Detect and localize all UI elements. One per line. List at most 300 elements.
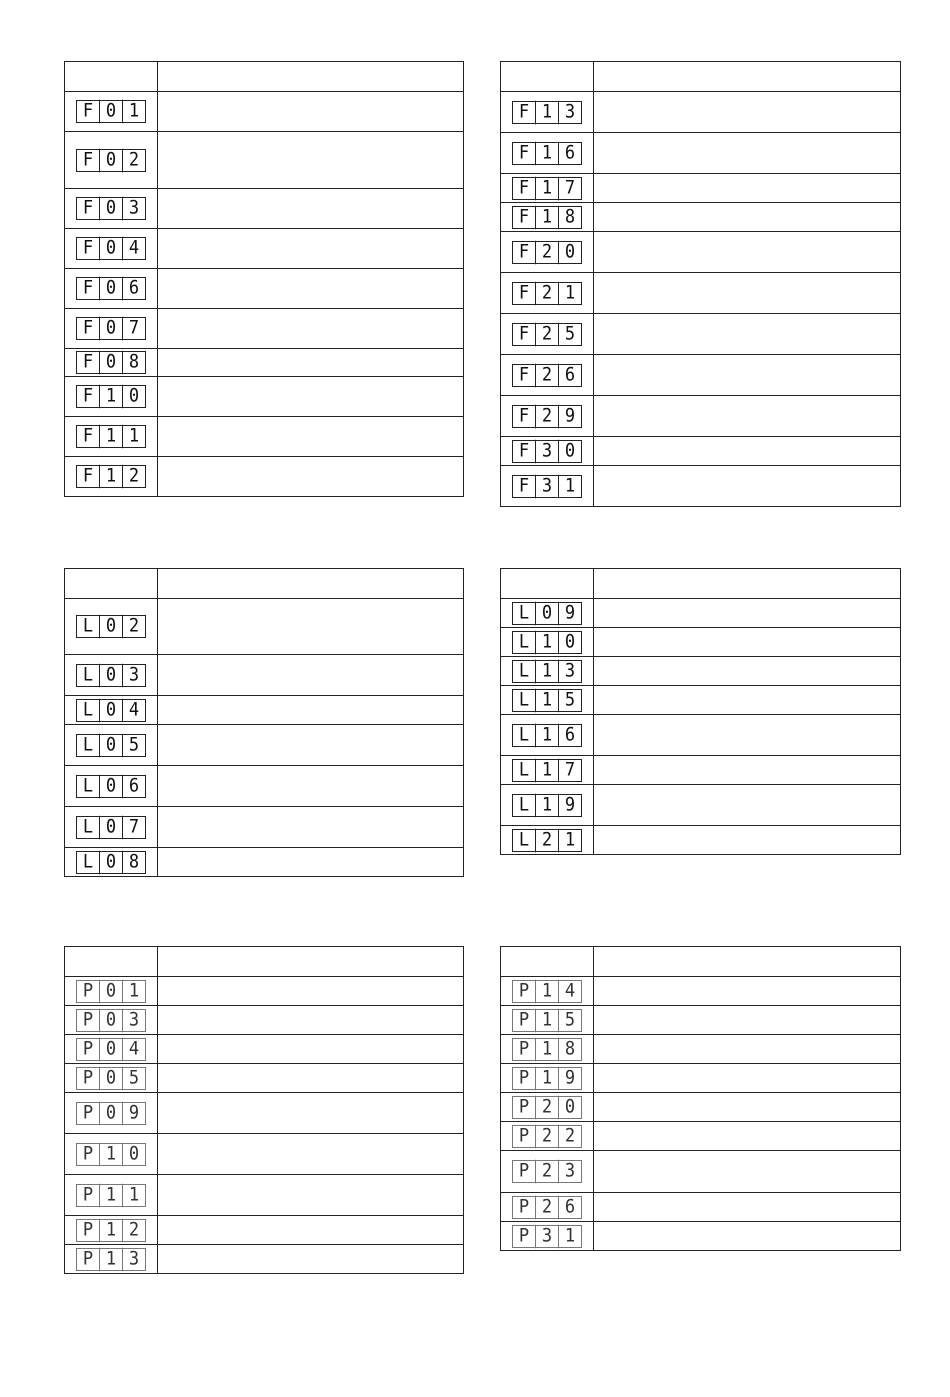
display-digit: 9: [122, 1101, 145, 1125]
display-digit: 1: [535, 659, 558, 683]
display-digit: F: [518, 141, 530, 164]
display-digit: P: [518, 979, 530, 1002]
lockout-code-table-right: [500, 568, 901, 855]
table-row: [501, 92, 901, 133]
display-digit: P: [518, 1095, 530, 1118]
display-digit: P: [518, 1066, 530, 1089]
display-digit: 1: [535, 1037, 558, 1061]
display-digit: 1: [535, 723, 558, 747]
table-row: [65, 457, 464, 497]
display-digit: F: [518, 439, 530, 462]
display-digit: P: [518, 1224, 530, 1247]
seven-segment-display: [76, 237, 146, 260]
display-digit: 7: [558, 176, 581, 200]
display-digit: F: [82, 350, 94, 374]
display-digit: L: [518, 601, 530, 624]
seven-segment-display: [512, 660, 582, 683]
table-row: [501, 1122, 901, 1151]
header-description: [158, 569, 464, 599]
display-digit: 1: [99, 465, 122, 489]
seven-segment-display: [512, 1225, 582, 1248]
row-description: [594, 314, 901, 355]
display-digit: 6: [558, 723, 581, 747]
table-row: [501, 437, 901, 466]
display-digit: 3: [558, 100, 581, 124]
display-digit: 1: [535, 1066, 558, 1090]
table-header-row: [65, 569, 464, 599]
row-description: [594, 174, 901, 203]
seven-segment-display: [512, 1160, 582, 1183]
row-description: [594, 437, 901, 466]
display-digit: 6: [122, 277, 145, 301]
display-digit: 0: [99, 197, 122, 221]
display-digit: 1: [535, 205, 558, 229]
seven-segment-display: [76, 1038, 146, 1061]
display-digit: 0: [535, 601, 558, 625]
display-digit: F: [82, 236, 94, 260]
display-digit: 5: [122, 1066, 145, 1090]
row-description: [158, 766, 464, 807]
display-digit: 1: [535, 758, 558, 782]
row-description: [158, 92, 464, 132]
display-digit: F: [82, 464, 94, 488]
row-description: [158, 655, 464, 696]
display-digit: 1: [535, 688, 558, 712]
table-row: [65, 132, 464, 189]
display-digit: 2: [558, 1124, 581, 1148]
display-digit: 0: [99, 148, 122, 172]
table-row: [501, 232, 901, 273]
display-digit: 2: [535, 240, 558, 264]
table-row: [501, 396, 901, 437]
row-description: [158, 1006, 464, 1035]
row-description: [594, 686, 901, 715]
display-digit: 3: [535, 1224, 558, 1248]
row-description: [594, 1222, 901, 1251]
display-digit: F: [518, 100, 530, 123]
table-row: [501, 355, 901, 396]
display-digit: 1: [558, 474, 581, 498]
header-code: [65, 569, 158, 599]
display-digit: P: [82, 1101, 94, 1124]
protection-code-table-right: [500, 946, 901, 1251]
seven-segment-display: [76, 1184, 146, 1207]
seven-segment-display: [512, 101, 582, 124]
display-digit: 1: [558, 828, 581, 852]
row-description: [158, 977, 464, 1006]
display-digit: 1: [99, 1142, 122, 1166]
seven-segment-display: [76, 465, 146, 488]
seven-segment-display: [76, 277, 146, 300]
table-row: [501, 273, 901, 314]
table-row: [65, 977, 464, 1006]
display-digit: 2: [122, 615, 145, 639]
seven-segment-display: [76, 980, 146, 1003]
display-digit: 5: [122, 733, 145, 757]
header-description: [594, 569, 901, 599]
header-description: [158, 947, 464, 977]
display-digit: 7: [122, 317, 145, 341]
row-description: [158, 1064, 464, 1093]
display-digit: L: [82, 850, 94, 873]
display-digit: 8: [558, 1037, 581, 1061]
row-description: [594, 977, 901, 1006]
display-digit: 1: [122, 1183, 145, 1207]
seven-segment-display: [512, 1196, 582, 1219]
display-digit: 4: [122, 237, 145, 261]
table-row: [65, 725, 464, 766]
display-digit: 1: [99, 385, 122, 409]
display-digit: F: [518, 281, 530, 304]
display-digit: P: [82, 1037, 94, 1060]
table-row: [501, 657, 901, 686]
display-digit: P: [518, 1159, 530, 1183]
fault-code-table-right: [500, 61, 901, 507]
row-description: [158, 1216, 464, 1245]
table-row: [65, 655, 464, 696]
display-digit: P: [82, 1066, 94, 1089]
row-description: [594, 396, 901, 437]
seven-segment-display: [76, 149, 146, 172]
row-description: [594, 355, 901, 396]
row-description: [158, 1245, 464, 1274]
table-row: [501, 1093, 901, 1122]
table-row: [501, 756, 901, 785]
table-header-row: [65, 62, 464, 92]
row-description: [594, 1193, 901, 1222]
table-row: [65, 766, 464, 807]
display-digit: P: [518, 1124, 530, 1147]
table-row: [65, 1093, 464, 1134]
table-header-row: [501, 569, 901, 599]
display-digit: 1: [99, 425, 122, 449]
display-digit: F: [518, 363, 530, 386]
display-digit: F: [518, 404, 530, 427]
display-digit: F: [518, 322, 530, 345]
seven-segment-display: [76, 851, 146, 874]
table-row: [65, 599, 464, 655]
seven-segment-display: [76, 351, 146, 374]
display-digit: F: [82, 276, 94, 300]
row-description: [158, 269, 464, 309]
seven-segment-display: [76, 1009, 146, 1032]
table-row: [501, 1151, 901, 1193]
table-row: [65, 269, 464, 309]
row-description: [594, 756, 901, 785]
display-digit: 9: [558, 793, 581, 817]
seven-segment-display: [512, 177, 582, 200]
display-digit: 2: [535, 1124, 558, 1148]
display-digit: 8: [122, 850, 145, 874]
seven-segment-display: [76, 615, 146, 638]
row-description: [158, 696, 464, 725]
display-digit: 4: [122, 1037, 145, 1061]
table-row: [65, 1245, 464, 1274]
seven-segment-display: [512, 980, 582, 1003]
display-digit: P: [82, 1008, 94, 1031]
header-code: [501, 62, 594, 92]
row-description: [158, 1093, 464, 1134]
table-row: [501, 466, 901, 507]
seven-segment-display: [76, 100, 146, 123]
row-description: [594, 1093, 901, 1122]
seven-segment-display: [76, 816, 146, 839]
row-description: [594, 1151, 901, 1193]
table-row: [501, 785, 901, 826]
row-description: [594, 203, 901, 232]
display-digit: 2: [535, 322, 558, 346]
seven-segment-display: [512, 1067, 582, 1090]
table-row: [501, 599, 901, 628]
seven-segment-display: [76, 425, 146, 448]
display-digit: 3: [535, 439, 558, 463]
seven-segment-display: [512, 631, 582, 654]
display-digit: 5: [558, 322, 581, 346]
row-description: [158, 1134, 464, 1175]
display-digit: L: [518, 659, 530, 682]
seven-segment-display: [76, 664, 146, 687]
table-row: [65, 848, 464, 877]
seven-segment-display: [76, 317, 146, 340]
table-row: [501, 1222, 901, 1251]
seven-segment-display: [512, 1096, 582, 1119]
seven-segment-display: [512, 724, 582, 747]
display-digit: 0: [99, 815, 122, 839]
table-header-row: [65, 947, 464, 977]
seven-segment-display: [512, 1125, 582, 1148]
seven-segment-display: [512, 759, 582, 782]
table-header-row: [501, 947, 901, 977]
display-digit: 7: [558, 758, 581, 782]
seven-segment-display: [512, 405, 582, 428]
display-digit: 4: [558, 979, 581, 1003]
display-digit: 0: [558, 1095, 581, 1119]
table-row: [65, 189, 464, 229]
row-description: [594, 133, 901, 174]
display-digit: 7: [122, 815, 145, 839]
display-digit: 0: [99, 277, 122, 301]
table-row: [65, 1035, 464, 1064]
seven-segment-display: [76, 1248, 146, 1271]
display-digit: P: [82, 1183, 94, 1206]
table-row: [65, 377, 464, 417]
seven-segment-display: [512, 794, 582, 817]
display-digit: 1: [99, 1247, 122, 1271]
seven-segment-display: [76, 1143, 146, 1166]
header-code: [65, 62, 158, 92]
protection-code-table-left: [64, 946, 464, 1274]
display-digit: L: [82, 733, 94, 756]
display-digit: F: [82, 148, 94, 171]
table-row: [501, 1035, 901, 1064]
table-header-row: [501, 62, 901, 92]
seven-segment-display: [512, 829, 582, 852]
table-row: [501, 314, 901, 355]
seven-segment-display: [512, 323, 582, 346]
display-digit: 0: [558, 240, 581, 264]
table-row: [501, 715, 901, 756]
display-digit: F: [82, 316, 94, 340]
display-digit: 1: [99, 1218, 122, 1242]
seven-segment-display: [76, 775, 146, 798]
display-digit: 1: [535, 793, 558, 817]
display-digit: 1: [122, 100, 145, 124]
row-description: [158, 349, 464, 377]
seven-segment-display: [512, 689, 582, 712]
display-digit: 3: [122, 663, 145, 687]
display-digit: 0: [99, 850, 122, 874]
table-row: [65, 309, 464, 349]
table-row: [501, 174, 901, 203]
table-row: [501, 1064, 901, 1093]
display-digit: F: [82, 384, 94, 408]
row-description: [158, 189, 464, 229]
display-digit: P: [518, 1008, 530, 1031]
row-description: [594, 1006, 901, 1035]
display-digit: 9: [558, 1066, 581, 1090]
row-description: [594, 628, 901, 657]
display-digit: L: [518, 723, 530, 746]
display-digit: 0: [122, 385, 145, 409]
display-digit: 6: [558, 363, 581, 387]
row-description: [594, 785, 901, 826]
display-digit: 2: [535, 404, 558, 428]
display-digit: 3: [122, 1008, 145, 1032]
display-digit: 8: [558, 205, 581, 229]
table-row: [65, 349, 464, 377]
seven-segment-display: [512, 1009, 582, 1032]
display-digit: L: [82, 774, 94, 797]
display-digit: 8: [122, 351, 145, 375]
display-digit: 3: [122, 197, 145, 221]
display-digit: 2: [535, 1195, 558, 1219]
header-code: [65, 947, 158, 977]
display-digit: F: [82, 196, 94, 220]
display-digit: 1: [558, 281, 581, 305]
display-digit: 0: [99, 774, 122, 798]
display-digit: L: [518, 630, 530, 653]
row-description: [158, 417, 464, 457]
display-digit: 1: [99, 1183, 122, 1207]
display-digit: 0: [99, 733, 122, 757]
display-digit: 0: [99, 351, 122, 375]
row-description: [594, 232, 901, 273]
header-description: [594, 947, 901, 977]
display-digit: F: [518, 176, 530, 199]
row-description: [594, 599, 901, 628]
seven-segment-display: [512, 241, 582, 264]
display-digit: 2: [122, 148, 145, 172]
header-code: [501, 947, 594, 977]
display-digit: 1: [535, 1008, 558, 1032]
row-description: [594, 92, 901, 133]
row-description: [158, 377, 464, 417]
display-digit: 0: [99, 615, 122, 639]
display-digit: 0: [99, 663, 122, 687]
table-row: [65, 229, 464, 269]
display-digit: 2: [535, 828, 558, 852]
display-digit: L: [518, 688, 530, 711]
display-digit: 6: [558, 141, 581, 165]
row-description: [594, 1064, 901, 1093]
display-digit: 5: [558, 1008, 581, 1032]
display-digit: L: [82, 614, 94, 638]
seven-segment-display: [76, 1102, 146, 1125]
row-description: [594, 715, 901, 756]
display-digit: P: [82, 1142, 94, 1165]
display-digit: L: [518, 758, 530, 781]
table-row: [501, 1006, 901, 1035]
row-description: [158, 1175, 464, 1216]
seven-segment-display: [76, 699, 146, 722]
display-digit: P: [82, 1247, 94, 1270]
row-description: [158, 1035, 464, 1064]
display-digit: F: [82, 99, 94, 123]
row-description: [594, 1035, 901, 1064]
display-digit: 2: [535, 1095, 558, 1119]
header-description: [158, 62, 464, 92]
row-description: [158, 807, 464, 848]
display-digit: 2: [535, 1160, 558, 1184]
row-description: [158, 848, 464, 877]
display-digit: 5: [558, 688, 581, 712]
header-description: [594, 62, 901, 92]
display-digit: 1: [558, 1224, 581, 1248]
lockout-code-table-left: [64, 568, 464, 877]
table-row: [501, 1193, 901, 1222]
display-digit: 0: [99, 1066, 122, 1090]
row-description: [594, 466, 901, 507]
seven-segment-display: [76, 385, 146, 408]
display-digit: 9: [558, 404, 581, 428]
row-description: [158, 457, 464, 497]
row-description: [594, 1122, 901, 1151]
display-digit: 2: [122, 465, 145, 489]
display-digit: P: [82, 1218, 94, 1241]
display-digit: 1: [535, 630, 558, 654]
table-row: [65, 807, 464, 848]
display-digit: F: [518, 205, 530, 228]
seven-segment-display: [512, 142, 582, 165]
display-digit: 0: [99, 979, 122, 1003]
display-digit: 1: [535, 141, 558, 165]
table-row: [501, 977, 901, 1006]
display-digit: 3: [558, 1160, 581, 1184]
display-digit: 1: [122, 979, 145, 1003]
display-digit: 3: [122, 1247, 145, 1271]
table-row: [65, 696, 464, 725]
display-digit: 2: [122, 1218, 145, 1242]
row-description: [158, 229, 464, 269]
row-description: [158, 309, 464, 349]
row-description: [158, 132, 464, 189]
seven-segment-display: [76, 1219, 146, 1242]
display-digit: 9: [558, 601, 581, 625]
display-digit: 0: [99, 237, 122, 261]
seven-segment-display: [512, 364, 582, 387]
row-description: [594, 826, 901, 855]
display-digit: 0: [99, 100, 122, 124]
table-row: [65, 1006, 464, 1035]
table-row: [65, 1175, 464, 1216]
seven-segment-display: [512, 206, 582, 229]
display-digit: 4: [122, 698, 145, 722]
seven-segment-display: [512, 440, 582, 463]
seven-segment-display: [512, 602, 582, 625]
seven-segment-display: [76, 734, 146, 757]
display-digit: 0: [122, 1142, 145, 1166]
display-digit: L: [82, 663, 94, 686]
